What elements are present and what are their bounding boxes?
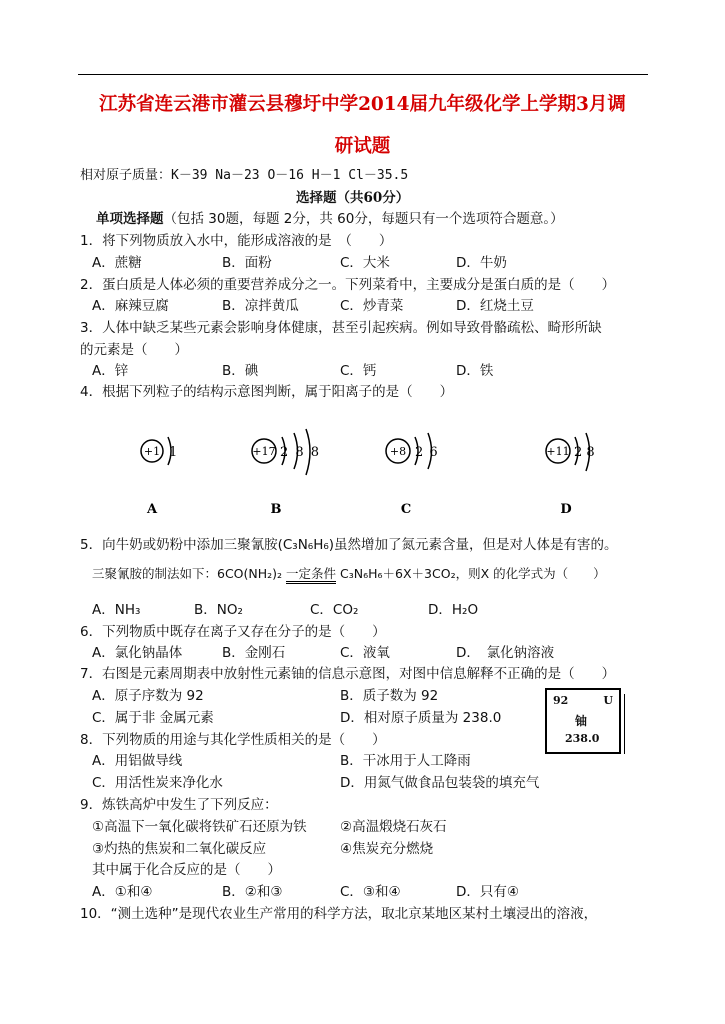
q9-option-c: C．③和④ <box>340 884 401 900</box>
diagram-d <box>546 433 595 517</box>
atomic-mass-value: 238.0 <box>565 732 600 745</box>
q2-option-d: D．红烧土豆 <box>456 298 534 314</box>
q2-option-b: B．凉拌黄瓜 <box>222 298 299 314</box>
q5-condition: 一定条件 <box>286 566 336 584</box>
q5-option-c: C．CO₂ <box>310 602 359 618</box>
uranium-element-card <box>545 688 621 754</box>
svg-text:A: A <box>146 502 158 517</box>
q3-option-a: A．锌 <box>92 363 129 379</box>
atomic-mass: 相对原子质量：K－39 Na－23 O－16 H－1 Cl－35.5 <box>80 168 409 183</box>
q2-option-c: C．炒青菜 <box>340 298 404 314</box>
q1-option-b: B．面粉 <box>222 255 272 271</box>
q5-stem-2 <box>92 564 606 584</box>
atomic-structure-diagrams <box>100 415 620 525</box>
q7-option-c: C．属于非 金属元素 <box>92 710 214 726</box>
q3-stem-1: 3．人体中缺乏某些元素会影响身体健康，甚至引起疾病。例如导致骨骼疏松、畸形所缺 <box>80 320 602 336</box>
instruction <box>96 209 564 229</box>
header-rule <box>78 74 648 75</box>
q9-item-3: ③灼热的焦炭和二氧化碳反应 <box>92 841 267 857</box>
q6-option-d: D． 氯化钠溶液 <box>456 645 555 661</box>
q6-option-c: C．液氧 <box>340 645 390 661</box>
q5-option-a: A．NH₃ <box>92 602 141 618</box>
q3-option-d: D．铁 <box>456 363 494 379</box>
q3-option-c: C．钙 <box>340 363 377 379</box>
q6-stem: 6．下列物质中既存在离子又存在分子的是（ ） <box>80 624 386 640</box>
q9-sub-stem: 其中属于化合反应的是（ ） <box>92 862 281 878</box>
instruction-text: （包括 30题，每题 2分，共 60分，每题只有一个选项符合题意。） <box>163 211 564 227</box>
q8-option-a: A．用铝做导线 <box>92 753 183 769</box>
q8-option-c: C．用活性炭来净化水 <box>92 775 223 791</box>
q8-option-b: B．干冰用于人工降雨 <box>340 753 471 769</box>
q10-stem: 10．“测土选种”是现代农业生产常用的科学方法，取北京某地区某村土壤浸出的溶液， <box>80 906 598 922</box>
q3-option-b: B．碘 <box>222 363 259 379</box>
title-line-1: 江苏省连云港市灌云县穆圩中学2014届九年级化学上学期3月调 <box>99 94 626 115</box>
diagram-a <box>141 437 177 517</box>
svg-text:+8: +8 <box>389 445 407 458</box>
svg-text:B: B <box>270 502 282 517</box>
q4-stem: 4．根据下列粒子的结构示意图判断，属于阳离子的是（ ） <box>80 384 454 400</box>
q9-option-b: B．②和③ <box>222 884 283 900</box>
q5-option-b: B．NO₂ <box>194 602 243 618</box>
q7-stem: 7．右图是元素周期表中放射性元素铀的信息示意图，对图中信息解释不正确的是（ ） <box>80 666 616 682</box>
atomic-number: 92 <box>553 694 569 707</box>
svg-text:+17: +17 <box>252 445 276 458</box>
q9-item-4: ④焦炭充分燃烧 <box>340 841 434 857</box>
q5-formula-right: C₃N₆H₆＋6X＋3CO₂，则X 的化学式为（ ） <box>336 566 606 581</box>
section-heading: 选择题（共60分） <box>296 190 410 206</box>
q9-stem: 9．炼铁高炉中发生了下列反应： <box>80 797 278 813</box>
q7-option-d: D．相对原子质量为 238.0 <box>340 710 502 726</box>
q2-stem: 2．蛋白质是人体必须的重要营养成分之一。下列菜肴中，主要成分是蛋白质的是（ ） <box>80 277 616 293</box>
q7-option-b: B．质子数为 92 <box>340 688 439 704</box>
q2-option-a: A．麻辣豆腐 <box>92 298 169 314</box>
q1-option-a: A．蔗糖 <box>92 255 142 271</box>
q7-option-a: A．原子序数为 92 <box>92 688 204 704</box>
diagram-b <box>252 429 319 517</box>
q5-option-d: D．H₂O <box>428 602 479 618</box>
q9-option-a: A．①和④ <box>92 884 153 900</box>
q8-stem: 8．下列物质的用途与其化学性质相关的是（ ） <box>80 732 386 748</box>
svg-text:2 8: 2 8 <box>574 445 595 460</box>
svg-text:+1: +1 <box>143 445 161 458</box>
q9-option-d: D．只有④ <box>456 884 519 900</box>
svg-text:2 6: 2 6 <box>415 445 438 460</box>
q6-option-a: A．氯化钠晶体 <box>92 645 183 661</box>
q1-option-c: C．大米 <box>340 255 390 271</box>
instruction-bold: 单项选择题 <box>96 211 164 227</box>
svg-text:+11: +11 <box>546 445 570 458</box>
q1-option-d: D．牛奶 <box>456 255 507 271</box>
svg-text:C: C <box>400 502 412 517</box>
q5-formula-left: 三聚氰胺的制法如下：6CO(NH₂)₂ <box>92 566 287 581</box>
element-name: 铀 <box>575 714 588 728</box>
svg-text:D: D <box>560 502 572 517</box>
svg-text:2 8 8: 2 8 8 <box>280 445 320 460</box>
svg-text:1: 1 <box>169 445 178 460</box>
q5-stem-1: 5．向牛奶或奶粉中添加三聚氰胺(C₃N₆H₆)虽然增加了氮元素含量，但是对人体是有害的。 <box>80 537 618 553</box>
element-symbol: U <box>603 694 613 707</box>
title-line-2: 研试题 <box>334 136 391 157</box>
diagram-c <box>386 433 438 517</box>
q6-option-b: B．金刚石 <box>222 645 286 661</box>
q9-item-1: ①高温下一氧化碳将铁矿石还原为铁 <box>92 819 307 835</box>
q9-item-2: ②高温煅烧石灰石 <box>340 819 447 835</box>
q3-stem-2: 的元素是（ ） <box>80 342 188 358</box>
q1-stem: 1．将下列物质放入水中，能形成溶液的是 （ ） <box>80 233 393 249</box>
q8-option-d: D．用氮气做食品包装袋的填充气 <box>340 775 540 791</box>
